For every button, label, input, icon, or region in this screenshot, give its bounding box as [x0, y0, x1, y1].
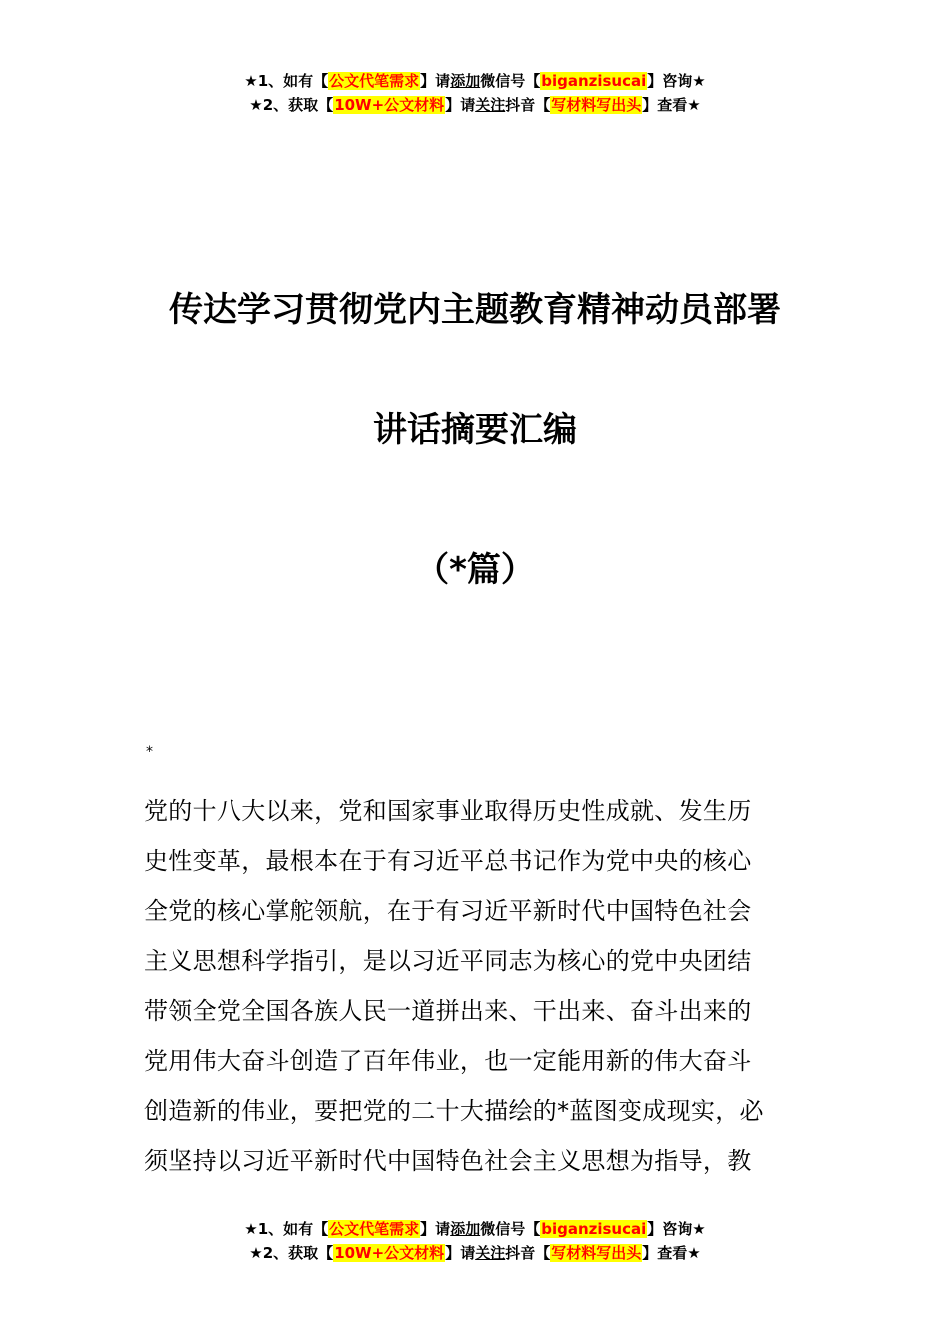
body-line: 党的十八大以来，党和国家事业取得历史性成就、发生历	[144, 797, 752, 825]
banner-line-1: ★1、如有【公文代笔需求】请添加微信号【biganzisucai】咨询★	[244, 72, 706, 90]
highlight-service: 公文代笔需求	[329, 72, 420, 90]
body-line: 须坚持以习近平新时代中国特色社会主义思想为指导，教	[144, 1147, 752, 1175]
body-line: 党用伟大奋斗创造了百年伟业，也一定能用新的伟大奋斗	[144, 1047, 752, 1075]
body-line: 史性变革，最根本在于有习近平总书记作为党中央的核心	[144, 847, 752, 875]
body-paragraph	[144, 786, 810, 1186]
highlight-materials: 10W+公文材料	[334, 96, 445, 114]
banner-line-2: ★2、获取【10W+公文材料】请关注抖音【写材料写出头】查看★	[249, 96, 701, 114]
banner-line-2: ★2、获取【10W+公文材料】请关注抖音【写材料写出头】查看★	[249, 1244, 701, 1262]
body-line: 创造新的伟业，要把党的二十大描绘的*蓝图变成现实，必	[144, 1097, 764, 1125]
body-line: 带领全党全国各族人民一道拼出来、干出来、奋斗出来的	[144, 997, 752, 1025]
highlight-douyin-id: 写材料写出头	[551, 1244, 642, 1262]
footer-banner	[0, 1217, 950, 1265]
highlight-douyin-id: 写材料写出头	[551, 96, 642, 114]
header-banner	[0, 69, 950, 117]
document-title-line-1: 传达学习贯彻党内主题教育精神动员部署	[169, 290, 781, 330]
banner-line-1: ★1、如有【公文代笔需求】请添加微信号【biganzisucai】咨询★	[244, 1220, 706, 1238]
section-mark: *	[146, 744, 153, 760]
document-title-line-2: 讲话摘要汇编	[373, 410, 577, 450]
document-title-count: （*篇）	[415, 550, 535, 590]
body-line: 主义思想科学指引，是以习近平同志为核心的党中央团结	[144, 947, 752, 975]
body-line: 全党的核心掌舵领航，在于有习近平新时代中国特色社会	[144, 897, 752, 925]
highlight-materials: 10W+公文材料	[334, 1244, 445, 1262]
highlight-wechat-id: biganzisucai	[541, 72, 647, 90]
highlight-wechat-id: biganzisucai	[541, 1220, 647, 1238]
highlight-service: 公文代笔需求	[329, 1220, 420, 1238]
